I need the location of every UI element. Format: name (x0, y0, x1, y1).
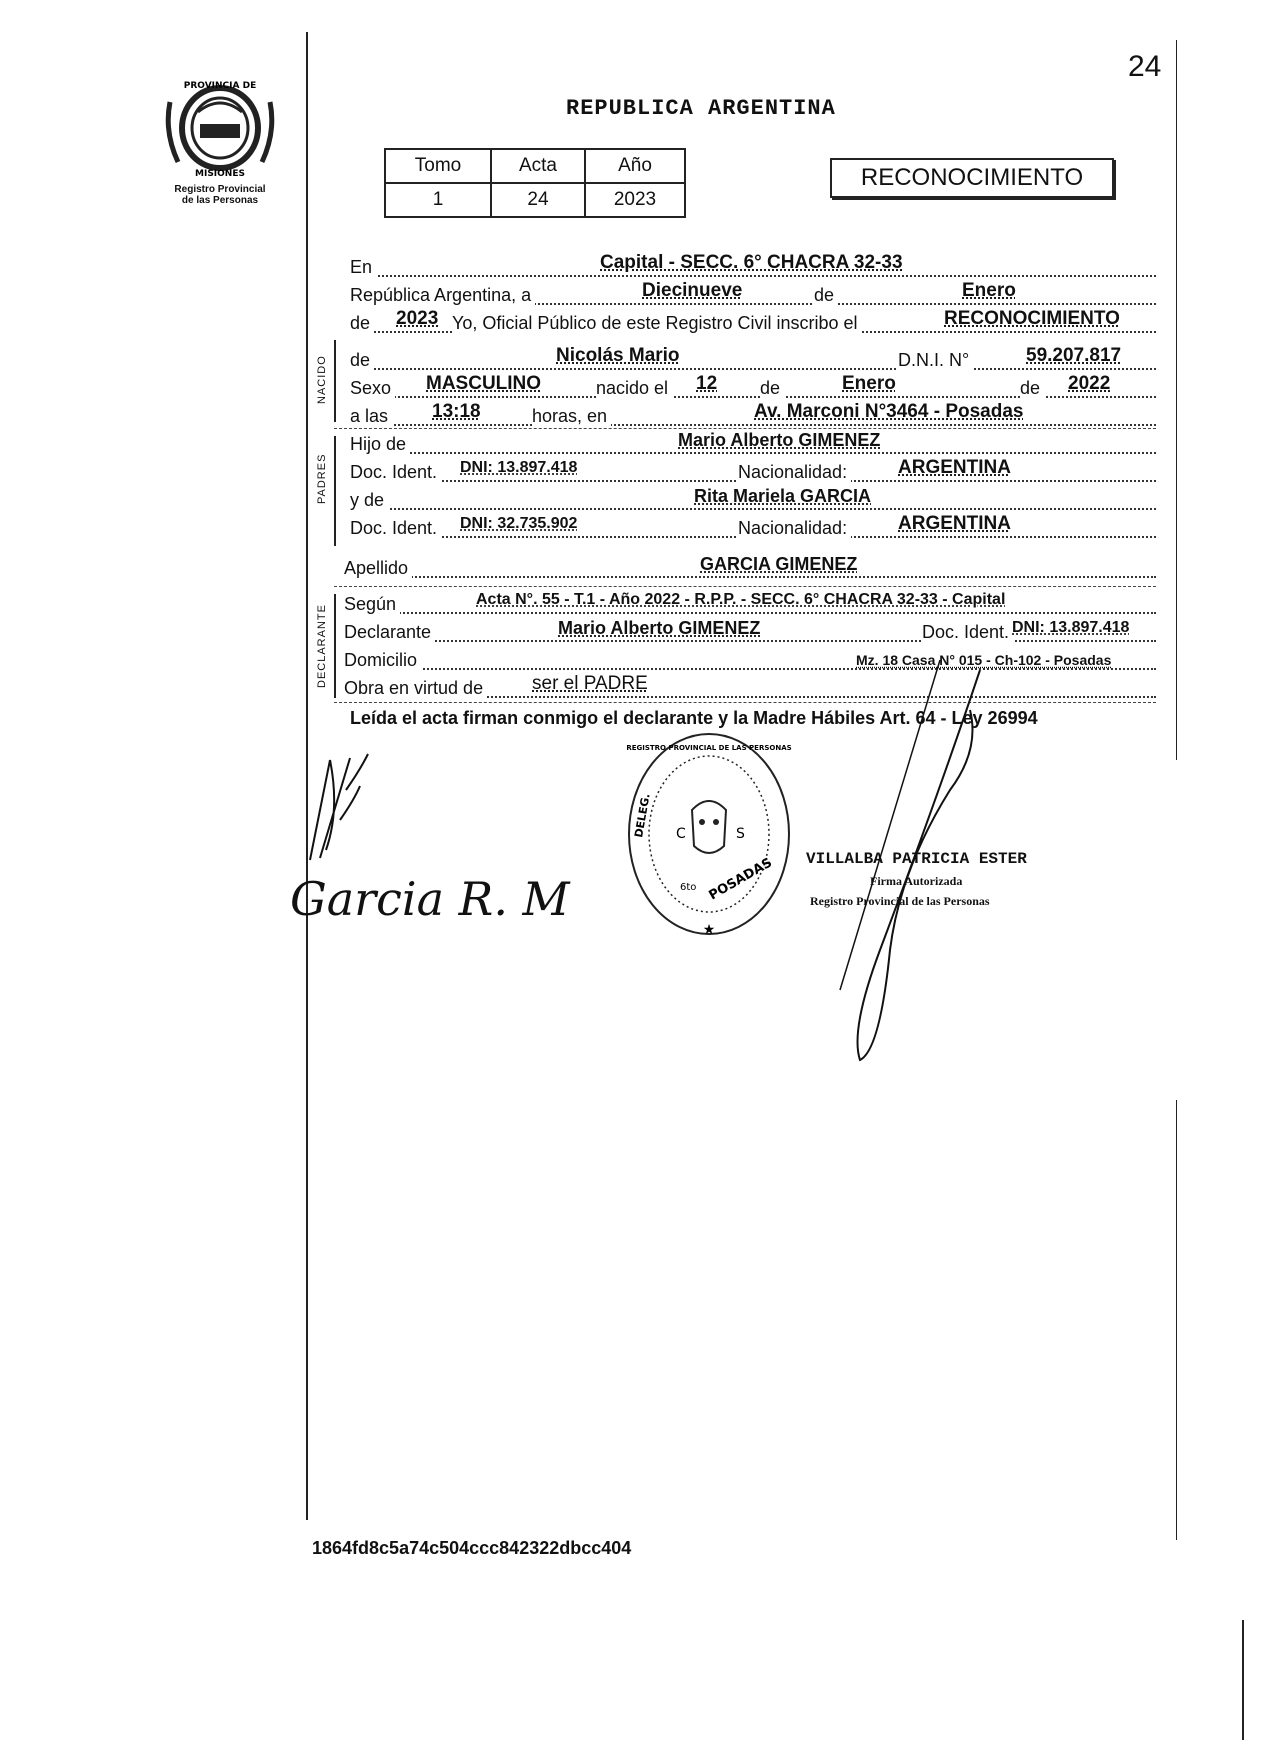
hora-value: 13:18 (432, 401, 481, 422)
de-label: de (814, 283, 838, 307)
nacido-bracket (334, 340, 336, 422)
line-date (350, 280, 1156, 307)
declarante-bracket (334, 594, 336, 698)
declarante-value: Mario Alberto GIMENEZ (558, 618, 761, 638)
yde-label: y de (350, 488, 388, 512)
lugar-value: Av. Marconi N°3464 - Posadas (754, 401, 1024, 422)
registry-caption-line1: Registro Provincial (174, 184, 266, 195)
birth-de-label: de (760, 376, 784, 400)
line-year (350, 308, 1156, 335)
year-value: 2023 (396, 308, 439, 329)
officer-name: VILLALBA PATRICIA ESTER (806, 850, 1027, 868)
stamp-star-icon: ★ (702, 921, 716, 937)
official-stamp (624, 728, 794, 940)
province-seal (160, 72, 280, 182)
header-tomo: Tomo (385, 149, 491, 183)
segun-label: Según (344, 592, 400, 616)
inscribo-label: Yo, Oficial Público de este Registro Civil inscribo el (452, 311, 862, 335)
value-tomo: 1 (385, 183, 491, 217)
day-value: Diecinueve (642, 280, 743, 301)
declarant-signature (290, 750, 430, 870)
line-nombre (350, 345, 1156, 372)
register-table (384, 148, 686, 218)
line-segun (344, 592, 1156, 616)
line-madre (350, 488, 1156, 512)
doc2-value: DNI: 32.735.902 (460, 515, 578, 532)
page-number: 24 (1128, 50, 1162, 83)
line-apellido (344, 556, 1156, 580)
birth-de2-label: de (1020, 376, 1044, 400)
line-declarante (344, 620, 1156, 644)
separator-3 (334, 702, 1156, 703)
separator-2 (334, 586, 1156, 587)
line-doc2 (350, 513, 1156, 540)
declarante-label: Declarante (344, 620, 435, 644)
madre-value: Rita Mariela GARCIA (694, 486, 872, 506)
line-domicilio (344, 648, 1156, 672)
officer-org: Registro Provincial de las Personas (810, 894, 990, 908)
stamp-inner-left: C (676, 826, 686, 842)
line-padre (350, 432, 1156, 456)
stamp-inner-num: 6to (680, 882, 697, 893)
doc2-label: Doc. Ident. (350, 516, 441, 540)
birth-month: Enero (842, 373, 896, 394)
padres-bracket (334, 436, 336, 546)
nac2-label: Nacionalidad: (738, 516, 851, 540)
month-value: Enero (962, 280, 1016, 301)
segun-value: Acta N°. 55 - T.1 - Año 2022 - R.P.P. - SECC. 6° CHACRA 32-33 - Capital (476, 591, 1006, 608)
dni-value: 59.207.817 (1026, 345, 1122, 366)
doc3-value: DNI: 13.897.418 (1012, 619, 1130, 636)
en-label: En (350, 255, 376, 279)
stamp-left-text: DELEG. (632, 792, 653, 839)
stamp-ring-text: REGISTRO PROVINCIAL DE LAS PERSONAS (626, 744, 792, 752)
country-title: REPUBLICA ARGENTINA (566, 96, 836, 121)
right-margin-line (1176, 40, 1177, 760)
nac2-value: ARGENTINA (898, 513, 1011, 534)
nacido-section-label: NACIDO (316, 355, 328, 404)
right-margin-line-lower (1176, 1100, 1177, 1540)
en-value: Capital - SECC. 6° CHACRA 32-33 (600, 252, 903, 273)
sexo-label: Sexo (350, 376, 395, 400)
officer-title: Firma Autorizada (870, 874, 963, 888)
nac1-value: ARGENTINA (898, 457, 1011, 478)
document-hash: 1864fd8c5a74c504ccc842322dbcc404 (312, 1538, 632, 1558)
value-anio: 2023 (585, 183, 685, 217)
sexo-value: MASCULINO (426, 373, 542, 394)
alas-label: a las (350, 404, 392, 428)
obra-value: ser el PADRE (532, 673, 648, 694)
domicilio-label: Domicilio (344, 648, 421, 672)
seal-text-top: PROVINCIA DE (183, 81, 257, 91)
apellido-value: GARCIA GIMENEZ (700, 554, 858, 574)
obra-label: Obra en virtud de (344, 676, 487, 700)
doc3-label: Doc. Ident. (922, 620, 1013, 644)
stamp-bottom-text: POSADAS (706, 855, 775, 904)
value-acta: 24 (491, 183, 585, 217)
nacido-label: nacido el (596, 376, 672, 400)
birth-year: 2022 (1068, 373, 1111, 394)
doc1-label: Doc. Ident. (350, 460, 441, 484)
line-hora (350, 401, 1156, 428)
nombre-value: Nicolás Mario (556, 345, 680, 366)
registry-caption (150, 184, 290, 206)
doc1-value: DNI: 13.897.418 (460, 459, 578, 476)
page-edge-line (1242, 1620, 1244, 1740)
mother-signature-text: Garcia R. M (290, 872, 570, 926)
closing-text: Leída el acta firman conmigo el declarante y la Madre Hábiles Art. 64 - Ley 26994 (350, 708, 1038, 728)
dni-label: D.N.I. N° (898, 348, 973, 372)
horas-label: horas, en (532, 404, 611, 428)
line-en (350, 252, 1156, 279)
stamp-inner-right: S (736, 826, 745, 842)
inscribo-value: RECONOCIMIENTO (944, 308, 1120, 329)
de2-label: de (350, 311, 374, 335)
hijo-label: Hijo de (350, 432, 410, 456)
birth-day: 12 (696, 373, 718, 394)
domicilio-value: Mz. 18 Casa N° 015 - Ch-102 - Posadas (856, 652, 1112, 668)
nac1-label: Nacionalidad: (738, 460, 851, 484)
act-type-box: RECONOCIMIENTO (830, 158, 1114, 198)
line-obra (344, 673, 1156, 700)
seal-text-bottom: MISIONES (195, 169, 245, 179)
mother-signature (290, 872, 570, 926)
apellido-label: Apellido (344, 556, 412, 580)
declarante-section-label: DECLARANTE (316, 604, 328, 688)
nombre-label: de (350, 348, 374, 372)
line-sexo (350, 373, 1156, 400)
republica-label: República Argentina, a (350, 283, 535, 307)
line-doc1 (350, 457, 1156, 484)
padres-section-label: PADRES (316, 453, 328, 504)
header-anio: Año (585, 149, 685, 183)
header-acta: Acta (491, 149, 585, 183)
padre-value: Mario Alberto GIMENEZ (678, 430, 881, 450)
registry-caption-line2: de las Personas (181, 195, 259, 206)
